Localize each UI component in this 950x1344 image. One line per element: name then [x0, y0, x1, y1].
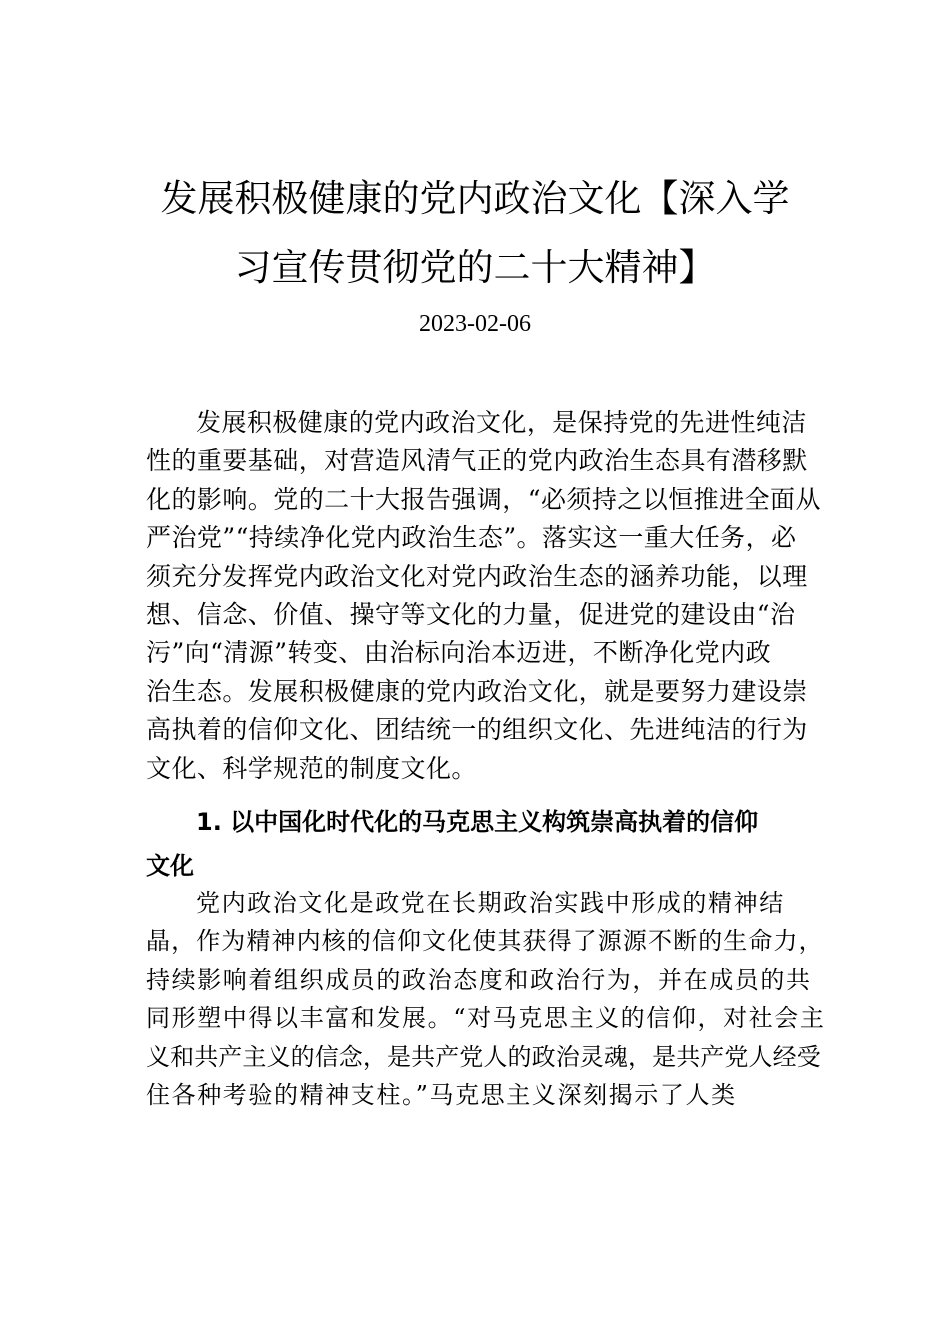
paragraph-line: 须充分发挥党内政治文化对党内政治生态的涵养功能，以理: [146, 561, 808, 591]
paragraph-line: 同形塑中得以丰富和发展。“对马克思主义的信仰，对社会主: [146, 1004, 826, 1033]
heading-line: 文化: [146, 852, 194, 880]
document-title-line-2: 习宣传贯彻党的二十大精神】: [234, 246, 716, 289]
paragraph-line: 文化、科学规范的制度文化。: [146, 753, 477, 783]
section-heading: [146, 800, 826, 888]
document-title-line-1: 发展积极健康的党内政治文化【深入学: [160, 177, 790, 220]
paragraph-line: 晶，作为精神内核的信仰文化使其获得了源源不断的生命力，: [146, 927, 824, 956]
paragraph-line: 想、信念、价值、操守等文化的力量，促进党的建设由“治: [146, 599, 796, 629]
paragraph-1: [146, 404, 826, 788]
paragraph-line: 严治党”“持续净化党内政治生态”。落实这一重大任务，必: [146, 523, 797, 553]
paragraph-line: 化的影响。党的二十大报告强调，“必须持之以恒推进全面从: [146, 484, 821, 514]
paragraph-2: [146, 884, 826, 1114]
paragraph-line: 高执着的信仰文化、团结统一的组织文化、先进纯洁的行为: [146, 715, 808, 745]
paragraph-line: 发展积极健康的党内政治文化，是保持党的先进性纯洁: [196, 408, 807, 437]
paragraph-line: 义和共产主义的信念，是共产党人的政治灵魂，是共产党人经受: [146, 1042, 821, 1071]
paragraph-line: 党内政治文化是政党在长期政治实践中形成的精神结: [196, 889, 785, 917]
paragraph-line: 持续影响着组织成员的政治态度和政治行为，并在成员的共: [146, 965, 812, 994]
paragraph-line: 性的重要基础，对营造风清气正的党内政治生态具有潜移默: [146, 446, 808, 476]
heading-line: 1. 以中国化时代化的马克思主义构筑崇高执着的信仰: [196, 808, 759, 836]
paragraph-line: 污”向“清源”转变、由治标向治本迈进，不断净化党内政: [146, 638, 772, 668]
paragraph-line: 治生态。发展积极健康的党内政治文化，就是要努力建设崇: [146, 676, 808, 706]
publish-date: 2023-02-06: [419, 311, 531, 337]
paragraph-line: 住各种考验的精神支柱。”马克思主义深刻揭示了人类: [146, 1080, 737, 1109]
